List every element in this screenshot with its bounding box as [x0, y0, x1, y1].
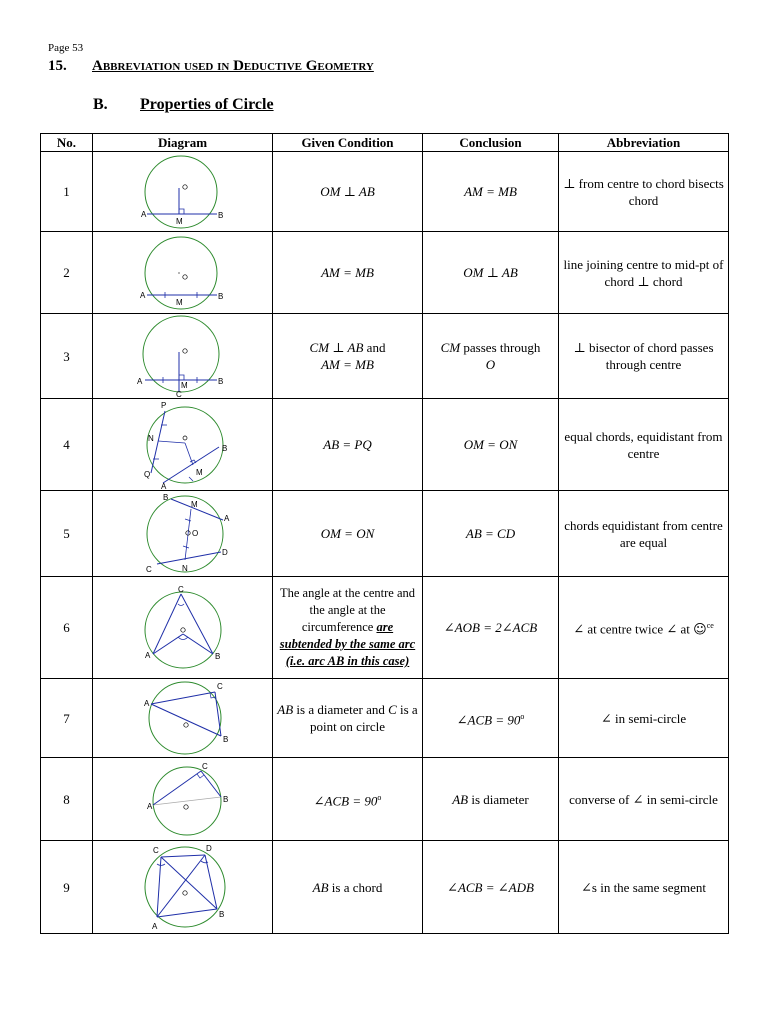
table-row — [41, 314, 729, 399]
conclusion — [423, 758, 559, 841]
conclusion-var: AB — [452, 791, 469, 807]
abbreviation: ∠ in semi-circle — [559, 679, 729, 758]
abbreviation: line joining centre to mid-pt of chord ⊥ chord — [559, 232, 729, 314]
row-number: 8 — [41, 758, 93, 841]
label-c: C — [175, 390, 182, 398]
angle-arc-c — [178, 604, 184, 606]
conclusion-text: passes through — [460, 340, 541, 355]
given-condition: AB = PQ — [273, 399, 423, 491]
segment-cd — [161, 855, 205, 857]
segment-ac — [151, 692, 215, 704]
label-b: B — [214, 651, 220, 661]
label-a: A — [136, 377, 142, 386]
subsection-title — [93, 96, 274, 114]
row-number: 1 — [41, 152, 93, 232]
label-b: B — [221, 443, 227, 453]
label-b: B — [217, 377, 223, 386]
section-title-text: Abbreviation used in Deductive Geometry — [92, 58, 374, 74]
given-part-2: AM = MB — [321, 357, 374, 372]
diagram-cell — [93, 577, 273, 679]
label-c: C — [216, 682, 223, 691]
diagram-cell — [93, 399, 273, 491]
label-a: A — [143, 699, 149, 708]
label-b: B — [222, 735, 228, 744]
circle-properties-table — [40, 133, 729, 934]
page-number: Page 53 — [48, 42, 84, 54]
centre-point — [182, 184, 186, 188]
label-d: D — [205, 844, 212, 853]
abbreviation: ⊥ from centre to chord bisects chord — [559, 152, 729, 232]
given-condition — [273, 314, 423, 399]
given-condition: OM ⊥ AB — [273, 152, 423, 232]
label-n: N — [147, 433, 154, 443]
label-o: O — [191, 528, 198, 538]
abbreviation — [559, 577, 729, 679]
given-emphasis: are subtended by the same arc (i.e. arc AB in this case) — [279, 620, 416, 668]
label-c: C — [177, 585, 184, 594]
abbreviation: ∠s in the same segment — [559, 841, 729, 934]
label-b: B — [218, 910, 224, 919]
label-a: A — [139, 290, 145, 300]
row-number: 6 — [41, 577, 93, 679]
tick-on — [183, 546, 189, 548]
label-a: A — [140, 209, 146, 219]
table-row — [41, 758, 729, 841]
centre-point — [183, 436, 187, 440]
conclusion-o: O — [485, 357, 496, 372]
conclusion-text: is diameter — [468, 791, 529, 807]
conclusion: OM = ON — [423, 399, 559, 491]
diagram-5 — [133, 492, 233, 576]
table-row — [41, 841, 729, 934]
abbreviation-sup: ce — [706, 620, 714, 630]
centre-point — [182, 349, 186, 353]
segment-cb — [181, 594, 213, 654]
right-angle-mark — [197, 774, 204, 778]
label-c: C — [145, 564, 152, 574]
row-number: 4 — [41, 399, 93, 491]
label-b: B — [162, 492, 168, 502]
segment-on — [158, 441, 185, 443]
label-a: A — [223, 513, 229, 523]
circle — [147, 407, 223, 483]
label-b: B — [217, 291, 223, 301]
label-p: P — [160, 400, 166, 410]
table-row — [41, 679, 729, 758]
given-condition — [273, 758, 423, 841]
given-var: AB — [312, 879, 329, 895]
diagram-3 — [135, 314, 231, 398]
label-b: B — [222, 795, 228, 804]
diagram-cell — [93, 314, 273, 399]
right-angle-mark — [179, 375, 184, 380]
abbreviation: ⊥ bisector of chord passes through centre — [559, 314, 729, 399]
label-a: A — [151, 922, 157, 931]
section-number: 15. — [48, 58, 67, 74]
conclusion: AM = MB — [423, 152, 559, 232]
header-no: No. — [41, 134, 93, 152]
segment-ca — [157, 857, 161, 917]
table-row — [41, 152, 729, 232]
row-number: 5 — [41, 491, 93, 577]
label-d: D — [221, 547, 228, 557]
section-title — [48, 58, 374, 75]
abbreviation: chords equidistant from centre are equal — [559, 491, 729, 577]
conclusion-var: CM — [440, 340, 461, 355]
table-row — [41, 491, 729, 577]
label-m: M — [175, 297, 183, 307]
conclusion — [423, 314, 559, 399]
label-c: C — [152, 846, 159, 855]
label-b: B — [217, 210, 223, 220]
label-m: M — [180, 381, 188, 390]
given-condition — [273, 679, 423, 758]
row-number: 3 — [41, 314, 93, 399]
label-a: A — [160, 481, 166, 489]
centre-point — [180, 627, 184, 631]
given-condition — [273, 577, 423, 679]
diagram-cell — [93, 841, 273, 934]
label-q: Q — [143, 469, 150, 479]
tick-ab — [189, 477, 193, 481]
right-angle-mark — [179, 209, 184, 214]
angle-arc-o — [178, 637, 188, 640]
circle — [147, 496, 223, 572]
diagram-cell — [93, 152, 273, 232]
given-a: AB — [277, 702, 294, 717]
label-a: A — [146, 802, 152, 811]
label-a: A — [144, 650, 150, 660]
conclusion: ∠ACB = ∠ADB — [423, 841, 559, 934]
given-sup: o — [377, 792, 382, 802]
diameter-ab — [151, 704, 221, 736]
header-abbreviation: Abbreviation — [559, 134, 729, 152]
table-row — [41, 577, 729, 679]
diagram-cell — [93, 758, 273, 841]
subsection-title-text: Properties of Circle — [140, 96, 274, 113]
diagram-7 — [133, 680, 233, 756]
segment-db — [205, 855, 217, 909]
conclusion — [423, 679, 559, 758]
diagram-cell — [93, 232, 273, 314]
table-header-row — [41, 134, 729, 152]
given-condition — [273, 841, 423, 934]
label-c: C — [201, 762, 208, 771]
conclusion-sup: o — [520, 711, 525, 721]
centre-point — [182, 274, 186, 278]
label-m: M — [175, 216, 183, 226]
chord-cd — [157, 552, 221, 564]
abbreviation-text: ∠ at centre twice ∠ at — [573, 621, 694, 637]
table-row — [41, 399, 729, 491]
diagram-4 — [135, 401, 231, 489]
conclusion-text: ∠ACB = 90 — [456, 712, 521, 728]
label-n: N — [181, 563, 188, 573]
given-d: is a point on circle — [309, 702, 418, 734]
conclusion: ∠AOB = 2∠ACB — [423, 577, 559, 679]
segment-cb — [215, 692, 221, 736]
given-text: The angle at the centre and the angle at the circumference — [280, 586, 415, 634]
diagram-9 — [133, 841, 233, 933]
circle — [145, 592, 221, 668]
circumference-symbol: ☺ — [693, 622, 707, 638]
given-condition: AM = MB — [273, 232, 423, 314]
diagram-2 — [135, 235, 231, 311]
abbreviation: converse of ∠ in semi-circle — [559, 758, 729, 841]
given-and: and — [363, 340, 386, 355]
label-m: M — [195, 467, 203, 477]
diagram-8 — [133, 761, 233, 837]
given-text: ∠ACB = 90 — [313, 793, 378, 809]
centre-point — [182, 891, 186, 895]
header-given: Given Condition — [273, 134, 423, 152]
given-part-1: CM ⊥ AB — [309, 340, 364, 355]
centre-dot — [178, 272, 179, 273]
row-number: 2 — [41, 232, 93, 314]
given-b: is a diameter and — [293, 702, 389, 717]
abbreviation: equal chords, equidistant from centre — [559, 399, 729, 491]
given-text: is a chord — [328, 879, 383, 895]
centre-point — [183, 805, 187, 809]
row-number: 9 — [41, 841, 93, 934]
diagram-6 — [133, 586, 233, 670]
segment-om — [185, 443, 193, 465]
header-conclusion: Conclusion — [423, 134, 559, 152]
header-diagram: Diagram — [93, 134, 273, 152]
segment-cb — [201, 771, 221, 797]
label-m: M — [190, 499, 198, 509]
diagram-cell — [93, 679, 273, 758]
given-condition: OM = ON — [273, 491, 423, 577]
chord-ab — [163, 447, 219, 483]
diagram-cell — [93, 491, 273, 577]
table-row — [41, 232, 729, 314]
given-c: C — [388, 702, 397, 717]
subsection-letter: B. — [93, 96, 108, 113]
conclusion: OM ⊥ AB — [423, 232, 559, 314]
centre-point — [183, 723, 187, 727]
conclusion: AB = CD — [423, 491, 559, 577]
diagram-1 — [135, 154, 231, 230]
segment-mn — [185, 509, 191, 560]
chord-ab — [157, 909, 217, 917]
row-number: 7 — [41, 679, 93, 758]
